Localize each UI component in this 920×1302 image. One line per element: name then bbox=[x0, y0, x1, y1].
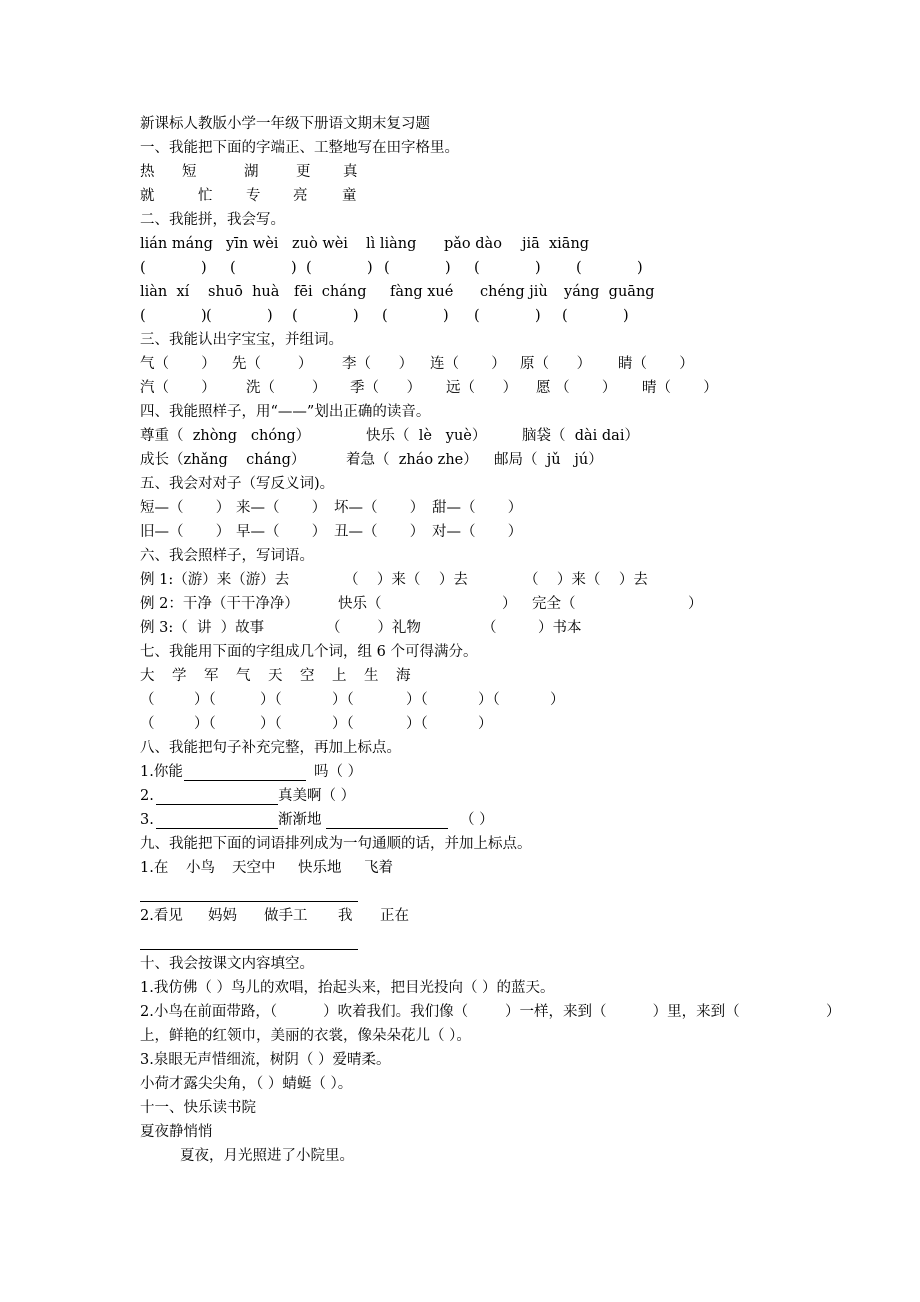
character: 大 bbox=[140, 668, 155, 684]
pinyin: chéng jiù bbox=[480, 284, 548, 300]
reading-choice[interactable]: 尊重（ zhòng chóng） bbox=[140, 428, 311, 444]
word-blank[interactable]: （ ）书本 bbox=[482, 620, 582, 636]
pinyin: lián máng bbox=[140, 236, 213, 252]
pinyin: fēi cháng bbox=[294, 284, 367, 300]
section-6-heading: 六、我会照样子，写词语。 bbox=[140, 548, 314, 564]
answer-blank[interactable]: ( ) bbox=[474, 260, 541, 276]
word: 天空中 bbox=[232, 860, 276, 876]
word-blank[interactable]: ）（ bbox=[478, 692, 500, 708]
word-blank[interactable]: 睛（ ） bbox=[618, 356, 694, 372]
pinyin: shuō huà bbox=[208, 284, 280, 300]
section-7-row-1 bbox=[140, 688, 580, 712]
pinyin: yáng guāng bbox=[564, 284, 655, 300]
fill-sentence-close: ） bbox=[826, 1004, 841, 1020]
antonym-blank[interactable]: 来—（ ） bbox=[236, 500, 327, 516]
answer-blank[interactable]: ( ) bbox=[474, 308, 541, 324]
character: 就 bbox=[140, 188, 155, 204]
word-blank[interactable]: 晴（ ） bbox=[642, 380, 718, 396]
answer-blank[interactable]: ( ) bbox=[306, 260, 373, 276]
section-4-heading: 四、我能照样子，用“——”划出正确的读音。 bbox=[140, 404, 431, 420]
section-6-row-2 bbox=[140, 592, 760, 616]
word-blank[interactable]: 先（ ） bbox=[232, 356, 313, 372]
word-blank[interactable]: ）（ bbox=[406, 692, 428, 708]
antonym-blank[interactable]: 对—（ ） bbox=[432, 524, 523, 540]
word-set-1 bbox=[140, 856, 440, 880]
word-blank[interactable]: （ ）来（ ）去 bbox=[524, 572, 648, 588]
word: 我 bbox=[338, 908, 353, 924]
section-10-heading: 十、我会按课文内容填空。 bbox=[140, 956, 314, 972]
pinyin-row-2 bbox=[140, 280, 700, 304]
word-blank: ） bbox=[550, 692, 565, 708]
word-blank-close: ） bbox=[688, 596, 703, 612]
character: 上 bbox=[332, 668, 347, 684]
word-blank[interactable]: 远（ ） bbox=[446, 380, 518, 396]
word-blank[interactable]: 愿 （ ） bbox=[536, 380, 617, 396]
reading-choice[interactable]: 邮局（ jǔ jú） bbox=[494, 452, 603, 468]
character: 忙 bbox=[198, 188, 213, 204]
character: 空 bbox=[300, 668, 315, 684]
word: 小鸟 bbox=[186, 860, 215, 876]
fill-line[interactable] bbox=[156, 804, 278, 805]
reading-choice[interactable]: 快乐（ lè yuè） bbox=[366, 428, 487, 444]
section-3-heading: 三、我能认出字宝宝，并组词。 bbox=[140, 332, 343, 348]
character-list bbox=[140, 664, 440, 688]
fill-sentence-text: 2.小鸟在前面带路，（ ）吹着我们。我们像（ ）一样，来到（ ）里，来到（ bbox=[140, 1004, 740, 1020]
answer-blank[interactable]: ( ) bbox=[140, 260, 207, 276]
antonym-blank[interactable]: 丑—（ ） bbox=[334, 524, 425, 540]
word-blank[interactable]: 连（ ） bbox=[430, 356, 506, 372]
word: 1.在 bbox=[140, 860, 169, 876]
word: 妈妈 bbox=[208, 908, 237, 924]
answer-blank[interactable]: ( ) bbox=[562, 308, 629, 324]
word-blank[interactable]: 洗（ ） bbox=[246, 380, 327, 396]
word-blank-open[interactable]: 完全（ bbox=[532, 596, 576, 612]
answer-row-1 bbox=[140, 256, 700, 280]
antonym-blank[interactable]: 短—（ ） bbox=[140, 500, 231, 516]
sentence-start: 2. bbox=[140, 788, 154, 804]
pinyin: liàn xí bbox=[140, 284, 190, 300]
character: 湖 bbox=[244, 164, 259, 180]
character: 更 bbox=[296, 164, 311, 180]
word-blank[interactable]: 季（ ） bbox=[350, 380, 422, 396]
section-5-heading: 五、我会对对子（写反义词)。 bbox=[140, 476, 335, 492]
word: 快乐地 bbox=[298, 860, 342, 876]
character: 海 bbox=[396, 668, 411, 684]
word-blank: ） bbox=[478, 716, 493, 732]
sentence-2 bbox=[140, 784, 540, 808]
character: 生 bbox=[364, 668, 379, 684]
section-4-row-1 bbox=[140, 424, 700, 448]
section-1-heading: 一、我能把下面的字端正、工整地写在田字格里。 bbox=[140, 140, 459, 156]
answer-blank[interactable]: ( ) bbox=[230, 260, 297, 276]
word: 飞着 bbox=[364, 860, 393, 876]
sentence-1 bbox=[140, 760, 540, 784]
answer-line[interactable] bbox=[140, 901, 358, 902]
answer-blank[interactable]: ( ) bbox=[292, 308, 359, 324]
fill-sentence[interactable]: 上，鲜艳的红领巾，美丽的衣裳，像朵朵花儿（ ）。 bbox=[140, 1028, 471, 1044]
sentence-start: 3. bbox=[140, 812, 154, 828]
word-blank[interactable]: 气（ ） bbox=[140, 356, 216, 372]
word-blank[interactable]: 李（ ） bbox=[342, 356, 414, 372]
section-6-row-3 bbox=[140, 616, 760, 640]
section-11-heading: 十一、快乐读书院 bbox=[140, 1100, 256, 1116]
word-blank[interactable]: ）（ bbox=[260, 692, 282, 708]
antonym-blank[interactable]: 坏—（ ） bbox=[334, 500, 425, 516]
answer-blank[interactable]: ( ) bbox=[382, 308, 449, 324]
word-blank-open[interactable]: 快乐（ bbox=[338, 596, 382, 612]
section-8-heading: 八、我能把句子补充完整，再加上标点。 bbox=[140, 740, 401, 756]
example-text: 例 1:（游）来（游）去 bbox=[140, 572, 290, 588]
character: 专 bbox=[246, 188, 261, 204]
pinyin-row-1 bbox=[140, 232, 700, 256]
section-2-heading: 二、我能拼，我会写。 bbox=[140, 212, 285, 228]
fill-sentence[interactable]: 3.泉眼无声惜细流，树阴（ ）爱晴柔。 bbox=[140, 1052, 391, 1068]
sentence-3 bbox=[140, 808, 540, 832]
reading-choice[interactable]: 成长（zhǎng cháng） bbox=[140, 452, 306, 468]
answer-blank[interactable]: ( ) bbox=[206, 308, 273, 324]
pinyin: yīn wèi bbox=[226, 236, 279, 252]
answer-blank[interactable]: ( ) bbox=[576, 260, 643, 276]
page-title: 新课标人教版小学一年级下册语文期末复习题 bbox=[140, 116, 430, 132]
word-blank[interactable]: ）（ bbox=[194, 692, 216, 708]
character: 气 bbox=[236, 668, 251, 684]
section-7-row-2 bbox=[140, 712, 580, 736]
pinyin: lì liàng bbox=[366, 236, 417, 252]
word-blank[interactable]: （ bbox=[140, 716, 155, 732]
character: 童 bbox=[342, 188, 357, 204]
section-3-row-1 bbox=[140, 352, 720, 376]
character: 亮 bbox=[293, 188, 308, 204]
character: 短 bbox=[182, 164, 197, 180]
word-blank[interactable]: （ bbox=[140, 692, 155, 708]
section-5-row-1 bbox=[140, 496, 560, 520]
sentence-end: 真美啊（ ） bbox=[278, 788, 356, 804]
fill-line[interactable] bbox=[156, 828, 278, 829]
antonym-blank[interactable]: 旧—（ ） bbox=[140, 524, 231, 540]
character: 天 bbox=[268, 668, 283, 684]
pinyin: pǎo dào bbox=[444, 236, 502, 252]
word-set-2 bbox=[140, 904, 440, 928]
reading-choice[interactable]: 着急（ zháo zhe） bbox=[346, 452, 478, 468]
word-blank[interactable]: ）（ bbox=[332, 716, 354, 732]
fill-sentence[interactable]: 1.我仿佛（ ）鸟儿的欢唱，抬起头来，把目光投向（ ）的蓝天。 bbox=[140, 980, 555, 996]
pinyin: fàng xué bbox=[390, 284, 454, 300]
answer-blank[interactable]: ( ) bbox=[384, 260, 451, 276]
word-blank[interactable]: 汽（ ） bbox=[140, 380, 216, 396]
antonym-blank[interactable]: 甜—（ ） bbox=[432, 500, 523, 516]
antonym-blank[interactable]: 早—（ ） bbox=[236, 524, 327, 540]
word-blank-close: ） bbox=[502, 596, 517, 612]
word-blank[interactable]: 原（ ） bbox=[520, 356, 592, 372]
section-5-row-2 bbox=[140, 520, 560, 544]
pinyin: jiā xiāng bbox=[522, 236, 590, 252]
section-3-row-2 bbox=[140, 376, 720, 400]
word-blank[interactable]: ）（ bbox=[406, 716, 428, 732]
pinyin: zuò wèi bbox=[292, 236, 348, 252]
section-7-heading: 七、我能用下面的字组成几个词，组 6 个可得满分。 bbox=[140, 644, 478, 660]
sentence-start: 1.你能 bbox=[140, 764, 183, 780]
word-blank[interactable]: ）（ bbox=[260, 716, 282, 732]
character: 学 bbox=[172, 668, 187, 684]
story-paragraph: 夏夜，月光照进了小院里。 bbox=[180, 1148, 354, 1164]
reading-choice[interactable]: 脑袋（ dài dai） bbox=[522, 428, 639, 444]
sentence-middle: 渐渐地 bbox=[278, 812, 322, 828]
word: 正在 bbox=[380, 908, 409, 924]
answer-line[interactable] bbox=[140, 949, 358, 950]
word: 2.看见 bbox=[140, 908, 183, 924]
word-blank[interactable]: ）（ bbox=[194, 716, 216, 732]
example-text: 例 2：干净（干干净净） bbox=[140, 596, 299, 612]
character: 军 bbox=[204, 668, 219, 684]
word-blank[interactable]: ）（ bbox=[332, 692, 354, 708]
section-6-row-1 bbox=[140, 568, 760, 592]
story-title: 夏夜静悄悄 bbox=[140, 1124, 213, 1140]
sentence-end: （ ） bbox=[460, 812, 494, 828]
sentence-end: 吗（ ） bbox=[314, 764, 363, 780]
answer-row-2 bbox=[140, 304, 700, 328]
section-1-row-2 bbox=[140, 184, 440, 208]
fill-sentence[interactable] bbox=[140, 1000, 840, 1024]
section-9-heading: 九、我能把下面的词语排列成为一句通顺的话，并加上标点。 bbox=[140, 836, 532, 852]
word-blank[interactable]: （ ）礼物 bbox=[326, 620, 421, 636]
character: 热 bbox=[140, 164, 155, 180]
section-1-row-1 bbox=[140, 160, 440, 184]
character: 真 bbox=[343, 164, 358, 180]
fill-sentence[interactable]: 小荷才露尖尖角，（ ）蜻蜓（ ）。 bbox=[140, 1076, 353, 1092]
example-text: 例 3:（ 讲 ）故事 bbox=[140, 620, 265, 636]
fill-line[interactable] bbox=[184, 780, 306, 781]
answer-blank[interactable]: ( ) bbox=[140, 308, 207, 324]
word-blank[interactable]: （ ）来（ ）去 bbox=[344, 572, 468, 588]
fill-line[interactable] bbox=[326, 828, 448, 829]
section-4-row-2 bbox=[140, 448, 700, 472]
word: 做手工 bbox=[264, 908, 308, 924]
